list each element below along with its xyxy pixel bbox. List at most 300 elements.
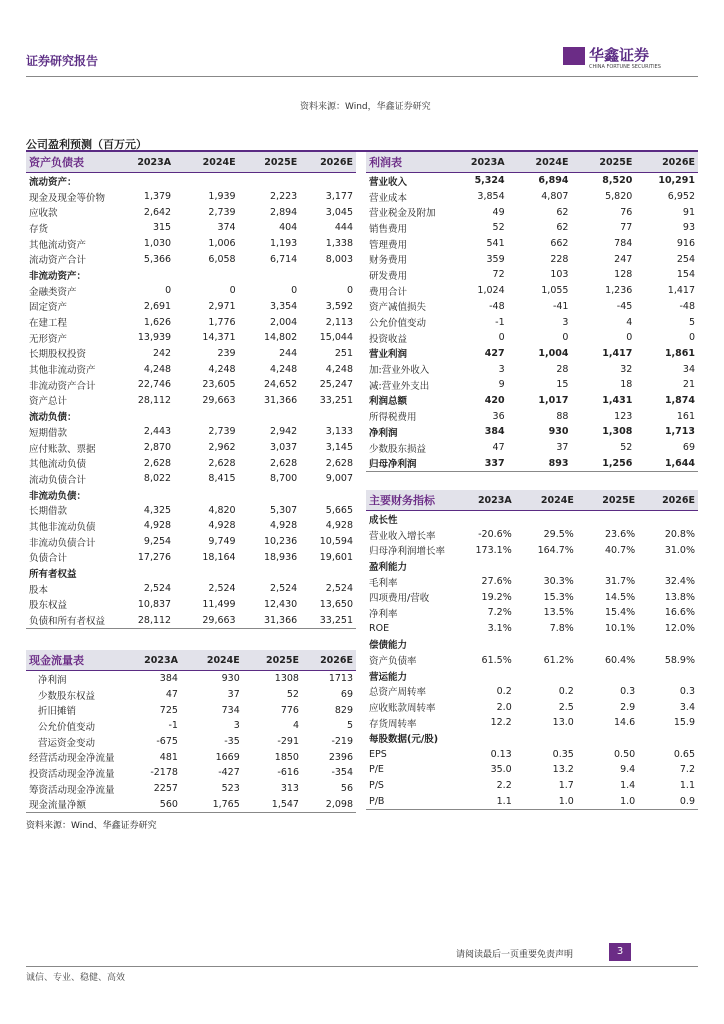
row-value: 2,739 [208, 206, 236, 218]
row-value: 9 [498, 379, 505, 391]
row-label: 营业利润 [369, 349, 408, 361]
table-row [366, 558, 698, 574]
row-value: 1,765 [181, 797, 243, 813]
row-value: -41 [552, 300, 569, 312]
row-value: 6,058 [208, 253, 236, 265]
row-value: 374 [217, 222, 236, 234]
row-value: 62 [556, 206, 569, 218]
row-value [448, 731, 515, 747]
row-value: 1.1 [448, 793, 515, 809]
row-value: 14.6 [614, 717, 636, 729]
table-row [366, 511, 698, 527]
row-label: 利润总额 [369, 396, 408, 408]
row-label: 长期借款 [29, 506, 68, 518]
row-value: 37 [227, 689, 240, 701]
row-value: 2,524 [270, 583, 298, 595]
row-value: 2,942 [270, 426, 298, 438]
table-row [366, 699, 698, 715]
row-value: 103 [550, 269, 569, 281]
row-label: 流动资产合计 [29, 255, 87, 267]
row-value: 2,524 [143, 583, 172, 595]
row-label: 偿债能力 [369, 640, 408, 652]
row-value: 315 [152, 222, 172, 234]
row-value: 1,006 [208, 238, 236, 250]
row-label: 减:营业外支出 [369, 380, 430, 392]
row-value: -1 [495, 316, 505, 328]
column-header-year: 2024E [515, 490, 577, 511]
row-value: -35 [224, 736, 240, 748]
row-value: 2,628 [325, 457, 353, 469]
row-value: 2,098 [302, 797, 356, 813]
row-value: 14,371 [202, 332, 236, 344]
row-value: 9,749 [208, 536, 236, 548]
row-label: 应收款 [29, 208, 58, 220]
row-value: 15,044 [319, 332, 353, 344]
row-value: 13,939 [137, 332, 172, 344]
table-row [26, 550, 356, 566]
row-value [108, 408, 174, 424]
row-value: 725 [159, 704, 178, 716]
row-value: 91 [682, 206, 695, 218]
row-label: 营运资金变动 [38, 737, 96, 749]
table-row [366, 778, 698, 794]
table-row [26, 251, 356, 267]
row-label: 公允价值变动 [369, 318, 427, 330]
row-value: 29.5% [543, 529, 574, 541]
row-label: P/S [369, 780, 384, 792]
row-value [515, 668, 577, 684]
row-value: 25,247 [319, 379, 353, 391]
row-label: 所有者权益 [29, 569, 77, 581]
row-value: 29,663 [202, 394, 236, 406]
row-value: -291 [277, 736, 299, 748]
table-row [366, 173, 698, 189]
row-value [239, 173, 301, 189]
row-label: 现金及现金等价物 [29, 192, 106, 204]
logo-text-cn: 华鑫证券 [589, 46, 650, 64]
row-label: 股东权益 [29, 600, 68, 612]
row-value: 313 [280, 783, 299, 795]
table-row [26, 671, 356, 687]
column-header-year: 2026E [635, 152, 698, 173]
row-value [577, 511, 638, 527]
column-header-year: 2023A [108, 152, 174, 173]
row-value [239, 487, 301, 503]
table-row [366, 393, 698, 409]
row-value: 829 [334, 704, 353, 716]
row-value: 10,236 [263, 536, 298, 548]
row-value: -616 [277, 767, 299, 779]
row-label: 营运能力 [369, 671, 408, 683]
row-value: 0.2 [558, 685, 574, 697]
row-value: 173.1% [475, 544, 512, 556]
row-label: 短期借款 [29, 427, 68, 439]
row-value: 19,601 [319, 551, 353, 563]
table-row [26, 267, 356, 283]
row-value [174, 173, 239, 189]
row-value: 1,417 [602, 347, 633, 359]
row-value: 4,928 [270, 520, 298, 532]
row-value: 15 [556, 379, 569, 391]
row-value [174, 565, 239, 581]
row-label: P/E [369, 764, 384, 776]
table-row [366, 267, 698, 283]
table-row [26, 518, 356, 534]
row-value: 13.8% [664, 591, 695, 603]
table-title: 利润表 [366, 152, 439, 173]
table-row [26, 781, 356, 797]
logo-mark-icon [563, 47, 585, 65]
row-value: 2,870 [143, 442, 172, 454]
row-value: 3,045 [325, 206, 353, 218]
row-label: 资产总计 [29, 396, 68, 408]
table-row [26, 377, 356, 393]
row-value: 2,524 [208, 583, 236, 595]
row-label: 研发费用 [369, 270, 408, 282]
row-value: -48 [489, 300, 505, 312]
row-value: 23.6% [604, 529, 636, 541]
row-value: 14,802 [263, 332, 298, 344]
row-value: 61.2% [543, 654, 574, 666]
table-row [26, 314, 356, 330]
row-value: 0.50 [614, 748, 636, 760]
table-row [26, 361, 356, 377]
row-value: 3,854 [477, 191, 505, 203]
row-value [448, 637, 515, 653]
column-header-year: 2026E [300, 152, 356, 173]
row-label: 投资收益 [369, 333, 408, 345]
row-value: 128 [614, 269, 633, 281]
row-value: 4,248 [270, 363, 298, 375]
row-value: 662 [550, 238, 569, 250]
table-row [26, 534, 356, 550]
row-value: 5,366 [143, 253, 172, 265]
row-value: 420 [484, 394, 505, 406]
footer-divider [26, 966, 698, 967]
row-label: 少数股东权益 [38, 690, 96, 702]
row-value: 2,628 [208, 457, 236, 469]
row-label: 应收账款周转率 [369, 703, 436, 715]
company-motto: 诚信、专业、稳健、高效 [26, 973, 126, 983]
row-value: 14.5% [604, 591, 636, 603]
report-type-label: 证券研究报告 [26, 54, 99, 68]
row-value: 23,605 [202, 379, 236, 391]
row-label: 金融类资产 [29, 286, 77, 298]
row-label: 总资产周转率 [369, 687, 427, 699]
row-label: 加:营业外收入 [369, 365, 430, 377]
row-value: 47 [165, 689, 178, 701]
table-row [26, 581, 356, 597]
row-label: 存货周转率 [369, 718, 417, 730]
row-value: 52 [620, 442, 633, 454]
row-value: 1669 [215, 751, 240, 763]
row-value: 76 [620, 206, 633, 218]
row-value: 1,379 [143, 191, 172, 203]
column-header-year: 2026E [638, 490, 698, 511]
row-value: 1,193 [270, 238, 298, 250]
column-header-year: 2023A [448, 490, 515, 511]
row-value: 18,164 [202, 551, 236, 563]
table-row [366, 793, 698, 809]
row-value: 49 [492, 206, 505, 218]
table-row [26, 612, 356, 628]
disclaimer-link[interactable]: 请阅读最后一页重要免责声明 [456, 950, 574, 960]
row-value: 28,112 [108, 612, 174, 628]
row-value: 930 [548, 426, 569, 438]
row-value: 12,430 [263, 598, 298, 610]
row-label: 营业收入增长率 [369, 530, 436, 542]
table-row [26, 565, 356, 581]
row-value: 0 [562, 332, 569, 344]
table-row [366, 424, 698, 440]
row-value [108, 487, 174, 503]
row-value: 5 [688, 316, 695, 328]
row-value [174, 267, 239, 283]
row-value [239, 565, 301, 581]
row-value: 5,820 [605, 191, 633, 203]
row-value: 1,417 [667, 285, 695, 297]
column-header-year: 2023A [439, 152, 508, 173]
row-label: 非流动资产： [29, 270, 87, 282]
row-value: 3,354 [270, 300, 298, 312]
row-value: 13,650 [319, 598, 353, 610]
table-title: 资产负债表 [26, 152, 108, 173]
row-value: 4,325 [143, 504, 172, 516]
row-value: 337 [439, 455, 508, 471]
table-row [366, 440, 698, 456]
row-value: 1,626 [143, 316, 172, 328]
row-label: 资产减值损失 [369, 302, 427, 314]
column-header-year: 2025E [239, 152, 301, 173]
row-value: 2,628 [143, 457, 172, 469]
row-label: 非流动资产合计 [29, 380, 96, 392]
row-value [638, 558, 698, 574]
table-row [366, 283, 698, 299]
row-value: 18,936 [263, 551, 298, 563]
row-label: 负债合计 [29, 553, 68, 565]
row-value: 0.3 [679, 685, 695, 697]
row-value: 31.0% [664, 544, 695, 556]
row-value: 523 [221, 783, 240, 795]
row-value: 4,928 [143, 520, 172, 532]
row-value: 0.13 [490, 748, 512, 760]
row-value: 36 [492, 410, 505, 422]
row-value: 2,004 [270, 316, 298, 328]
table-row [366, 589, 698, 605]
row-value [577, 558, 638, 574]
table-row [26, 299, 356, 315]
row-value: 2,971 [208, 300, 236, 312]
row-value: 35.0 [490, 764, 512, 776]
row-value: 56 [340, 783, 353, 795]
row-label: 财务费用 [369, 255, 408, 267]
row-label: 费用合计 [369, 286, 408, 298]
row-value [300, 173, 356, 189]
row-value: 2,443 [143, 426, 172, 438]
row-value: 77 [620, 222, 633, 234]
row-value: 69 [340, 689, 353, 701]
table-row [26, 440, 356, 456]
table-row [26, 702, 356, 718]
table-row [366, 236, 698, 252]
row-value: 930 [221, 673, 240, 685]
row-value: 30.3% [543, 576, 574, 588]
row-value [448, 558, 515, 574]
row-label: 筹资活动现金净流量 [29, 784, 115, 796]
row-value: 1,004 [538, 347, 569, 359]
row-value: 1.1 [679, 780, 695, 792]
row-value: 3 [562, 316, 569, 328]
row-label: 归母净利润 [366, 455, 439, 471]
row-value [638, 668, 698, 684]
cash-flow-table [26, 650, 356, 813]
row-label: 无形资产 [29, 333, 68, 345]
row-value: 1,939 [208, 191, 236, 203]
header-divider [26, 76, 698, 77]
row-value: 3,037 [270, 442, 298, 454]
row-value [577, 731, 638, 747]
row-value: -20.6% [478, 529, 512, 541]
row-value: 0 [165, 285, 172, 297]
row-value: 2,739 [208, 426, 236, 438]
row-value: 9.4 [620, 764, 636, 776]
row-value: 58.9% [664, 654, 695, 666]
row-label: 应付账款、票据 [29, 443, 96, 455]
row-value [108, 565, 174, 581]
row-value: 1.4 [620, 780, 636, 792]
table-row [366, 621, 698, 637]
row-value [515, 511, 577, 527]
table-row [26, 393, 356, 409]
table-row [366, 684, 698, 700]
row-value: 10,291 [658, 175, 695, 187]
row-label: ROE [369, 623, 390, 635]
row-value: 69 [682, 442, 695, 454]
table-row [366, 762, 698, 778]
row-value: 60.4% [604, 654, 636, 666]
row-label: 营业成本 [369, 192, 408, 204]
row-value: 11,499 [202, 598, 236, 610]
row-value: 7.2 [679, 764, 695, 776]
column-header-year: 2024E [181, 650, 243, 671]
row-value: 28,112 [137, 394, 172, 406]
table-row [26, 765, 356, 781]
row-value: 242 [152, 347, 172, 359]
row-value: 12.0% [664, 623, 695, 635]
row-value: 123 [614, 410, 633, 422]
table-row [366, 652, 698, 668]
row-value: 3 [498, 363, 505, 375]
row-value: 40.7% [604, 544, 636, 556]
row-value: 52 [492, 222, 505, 234]
row-label: 非流动负债： [29, 490, 87, 502]
row-value: 24,652 [263, 379, 298, 391]
table-title: 现金流量表 [26, 650, 118, 671]
row-value: 541 [486, 238, 505, 250]
table-row [366, 189, 698, 205]
row-label: 少数股东损益 [369, 443, 427, 455]
row-value [577, 668, 638, 684]
row-label: 每股数据(元/股) [369, 734, 439, 746]
row-value: 47 [492, 442, 505, 454]
row-value: 6,894 [538, 175, 569, 187]
row-label: 其他流动资产 [29, 239, 87, 251]
row-value: 2,524 [325, 583, 353, 595]
row-value: 13.0 [552, 717, 574, 729]
row-value: 1,874 [664, 394, 695, 406]
row-value: 3,592 [325, 300, 353, 312]
row-value: 4,807 [541, 191, 569, 203]
table-row [366, 731, 698, 747]
row-value [638, 511, 698, 527]
row-label: 现金流量净额 [26, 797, 118, 813]
row-value: 33,251 [300, 612, 356, 628]
table-row [26, 424, 356, 440]
table-row [26, 718, 356, 734]
row-value [638, 731, 698, 747]
row-value: 8,415 [208, 473, 236, 485]
row-label: 营业收入 [369, 176, 408, 188]
row-value: 13.2 [552, 764, 574, 776]
row-value [448, 668, 515, 684]
row-label: 经营活动现金净流量 [29, 753, 115, 765]
table-row [366, 377, 698, 393]
row-value: 5,324 [474, 175, 505, 187]
table-row [366, 314, 698, 330]
row-value [300, 565, 356, 581]
row-value: 734 [221, 704, 240, 716]
row-value: 2396 [328, 751, 353, 763]
row-value [300, 267, 356, 283]
row-value: 1,644 [635, 455, 698, 471]
page-number: 3 [609, 943, 631, 961]
row-value: 4,248 [325, 363, 353, 375]
row-value: 1,024 [477, 285, 505, 297]
row-label: 四项费用/营收 [369, 593, 430, 605]
row-value: 776 [280, 704, 299, 716]
row-label: 非流动负债合计 [29, 537, 96, 549]
row-value: 8,520 [602, 175, 633, 187]
income-statement-table [366, 152, 698, 472]
row-label: 其他非流动负债 [29, 521, 96, 533]
row-label: 长期股权投资 [29, 349, 87, 361]
row-value: 62 [556, 222, 569, 234]
row-value: 17,276 [137, 551, 172, 563]
row-value: 0.9 [638, 793, 698, 809]
row-value: 2,691 [143, 300, 172, 312]
row-value: 4 [626, 316, 633, 328]
row-value: 2257 [153, 783, 178, 795]
table-row [26, 346, 356, 362]
table-row [26, 749, 356, 765]
row-value [239, 267, 301, 283]
row-label: 净利润 [38, 674, 67, 686]
row-label: 成长性 [369, 514, 398, 526]
row-value: 5 [346, 720, 353, 732]
table-row [366, 330, 698, 346]
row-value: 1,030 [143, 238, 172, 250]
row-value: 1,861 [664, 347, 695, 359]
row-label: 盈利能力 [369, 561, 408, 573]
row-value: 52 [286, 689, 299, 701]
row-value: 4,248 [208, 363, 236, 375]
financial-ratios-table [366, 490, 698, 810]
row-value: 13.5% [543, 607, 574, 619]
row-value: 154 [676, 269, 695, 281]
row-value: -427 [218, 767, 240, 779]
row-label: 毛利率 [369, 577, 398, 589]
row-value: 10,594 [319, 536, 353, 548]
